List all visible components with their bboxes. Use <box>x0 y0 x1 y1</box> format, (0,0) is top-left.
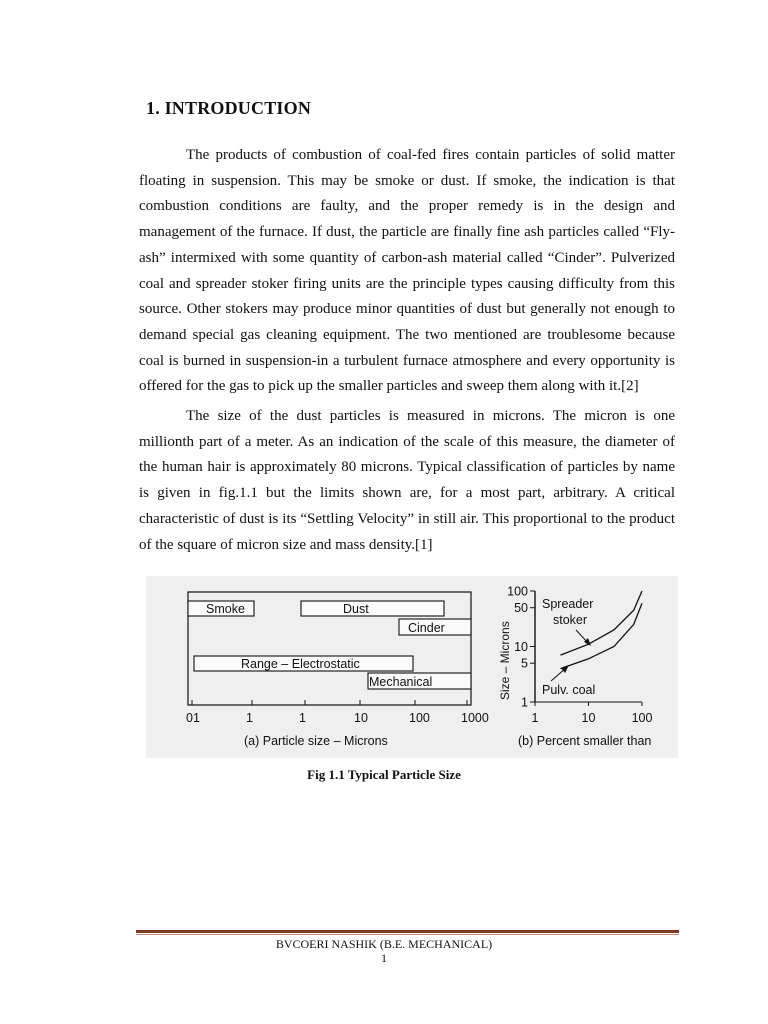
footer-institution: BVCOERI NASHIK (B.E. MECHANICAL) <box>275 937 493 951</box>
spreader-label: Spreader <box>542 597 594 611</box>
right-xtick-label-0: 1 <box>531 711 539 725</box>
left-tick-label-4: 100 <box>409 711 430 725</box>
range-bar-1 <box>301 601 444 616</box>
intro-paragraph-2: The size of the dust particles is measured in microns. The micron is one millionth part of a meter. As an indication of the scale of this measure, the diameter of the human hair is approximately 80 microns. Typical classification of particles by name is given in fig.1.1 but the limits shown are, for a most part, arbitrary. A critical characteristic of dust is its “Settling Velocity” in still air. This proportional to the product of the square of micron size and mass density.[1] <box>139 408 675 553</box>
page-footer <box>0 937 768 965</box>
footer-divider <box>136 930 679 935</box>
left-tick-label-3: 10 <box>354 711 368 725</box>
particle-size-figure <box>146 576 678 758</box>
right-ytick-label-0: 100 <box>507 584 528 599</box>
left-tick-label-0: 01 <box>186 711 200 725</box>
right-ytick-label-2: 10 <box>514 640 528 654</box>
right-panel-xlabel: (b) Percent smaller than <box>518 734 652 748</box>
pulv-coal-label: Pulv. coal <box>542 683 596 697</box>
range-bar-label-1: Dust <box>343 602 369 616</box>
right-ytick-label-4: 1 <box>521 695 528 710</box>
section-heading: 1. INTRODUCTION <box>146 98 312 118</box>
footer-page-number: 1 <box>381 951 387 965</box>
left-tick-label-5: 1000 <box>461 711 489 725</box>
left-tick-label-1: 1 <box>246 711 253 725</box>
stoker-label: stoker <box>553 613 588 627</box>
particle-size-chart-svg <box>146 576 678 758</box>
right-ytick-label-1: 50 <box>514 601 528 616</box>
range-bar-label-4: Mechanical <box>369 675 433 689</box>
right-ytick-label-3: 5 <box>521 656 528 671</box>
intro-paragraph-1: The products of combustion of coal-fed fires contain particles of solid matter floating in suspension. This may be smoke or dust. If smoke, the indication is that combustion conditions are faulty, and the proper remedy is in the design and management of the furnace. If dust, the particle are finally fine ash particles called “Fly-ash” intermixed with some quantity of carbon-ash material called “Cinder”. Pulverized coal and spreader stoker firing units are the principle types causing difficulty from this source. Other stokers may produce minor quantities of dust but generally not enough to demand special gas cleaning equipment. The two mentioned are troublesome because coal is burned in suspension-in a turbulent furnace atmosphere and every opportunity is offered for the gas to pick up the smaller particles and sweep them along with it.[2] <box>139 147 675 395</box>
range-bar-label-0: Smoke <box>206 602 245 616</box>
left-panel-xlabel: (a) Particle size – Microns <box>244 734 388 748</box>
right-panel-ylabel: Size – Microns <box>498 621 512 700</box>
range-bar-label-2: Cinder <box>408 621 445 635</box>
right-xtick-label-2: 100 <box>631 711 653 725</box>
right-xtick-label-1: 10 <box>581 711 596 725</box>
figure-caption: Fig 1.1 Typical Particle Size <box>307 767 461 782</box>
left-tick-label-2: 1 <box>299 711 306 725</box>
range-bar-label-3: Range – Electrostatic <box>241 657 360 671</box>
